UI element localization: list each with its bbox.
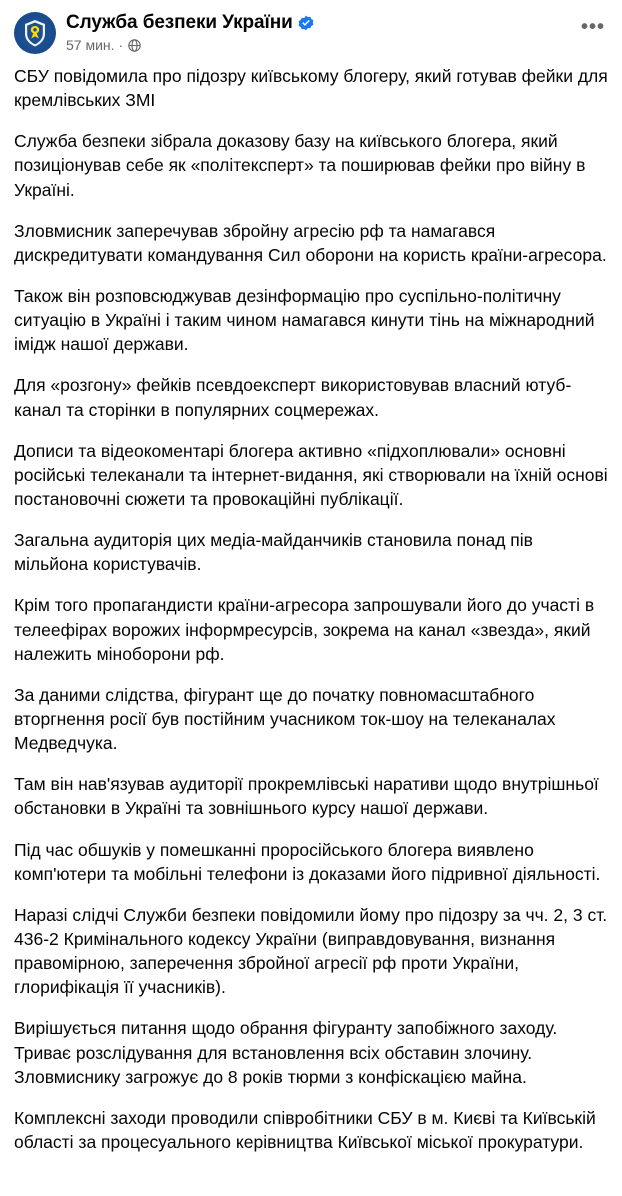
post-header	[0, 0, 622, 60]
post-timestamp[interactable]: 57 мин.	[66, 37, 115, 54]
post-paragraph: Також він розповсюджував дезінформацію про суспільно-політичну ситуацію в Україні і таким чином намагався кинути тінь на міжнародний імідж нашої держави.	[14, 285, 595, 355]
avatar[interactable]	[14, 12, 56, 54]
post-more-options-button[interactable]: •••	[580, 15, 605, 38]
post-paragraph: Загальна аудиторія цих медіа-майданчиків становила понад пів мільйона користувачів.	[14, 530, 533, 575]
post-paragraph: За даними слідства, фігурант ще до початку повномасштабного вторгнення росії був постійним учасником ток-шоу на телеканалах Медведчука.	[14, 684, 556, 754]
post-body	[0, 60, 622, 1164]
post-paragraph: Там він нав'язував аудиторії прокремлівські наративи щодо внутрішньої обстановки в Україні та зовнішнього курсу нашої держави.	[14, 774, 599, 819]
post-paragraph: Дописи та відеокоментарі блогера активно «підхоплювали» основні російські телеканали та інтернет-видання, які створювали на їхній основі постановочні сюжети та провокаційні публікації.	[14, 440, 608, 509]
page-name-row	[66, 13, 314, 34]
post-paragraph: Служба безпеки зібрала доказову базу на київського блогера, який позиціонував себе як «політексперт» та поширював фейки про війну в Україні.	[14, 131, 586, 200]
post-paragraph: СБУ повідомила про підозру київському блогеру, який готував фейки для кремлівських ЗМІ	[14, 66, 608, 111]
verified-badge-icon	[298, 15, 314, 31]
post-paragraph: Наразі слідчі Служби безпеки повідомили йому про підозру за чч. 2, 3 ст. 436-2 Кримінального кодексу України (виправдовування, визнання правомірною, заперечення збройної агресії рф проти України, глорифікація її учасників).	[14, 904, 608, 998]
post-paragraph: Крім того пропагандисти країни-агресора запрошували його до участі в телеефірах ворожих інформресурсів, зокрема на канал «звезда», який належить міноборони рф.	[14, 595, 595, 664]
post-paragraph: Для «розгону» фейків псевдоексперт використовував власний ютуб-канал та сторінки в популярних соцмережах.	[14, 375, 572, 420]
post-paragraph: Вирішується питання щодо обрання фігуранту запобіжного заходу. Триває розслідування для встановлення всіх обставин злочину. Зловмиснику загрожує до 8 років тюрми з конфіскацією майна.	[14, 1018, 558, 1087]
meta-separator: ·	[118, 37, 124, 54]
post-paragraph: Комплексні заходи проводили співробітники СБУ в м. Києві та Київській області за процесуального керівництва Київської міської прокуратури.	[14, 1107, 596, 1152]
post-paragraph: Зловмисник заперечував збройну агресію рф та намагався дискредитувати командування Сил оборони на користь країни-агресора.	[14, 220, 607, 265]
sbu-emblem-icon	[18, 16, 52, 50]
page-name[interactable]: Служба безпеки України	[66, 11, 293, 33]
post-paragraph: Під час обшуків у помешканні проросійського блогера виявлено комп'ютери та мобільні телефони із доказами його підривної діяльності.	[14, 839, 601, 884]
globe-icon	[128, 39, 141, 52]
post-meta	[66, 37, 314, 53]
post-header-text	[66, 12, 314, 54]
